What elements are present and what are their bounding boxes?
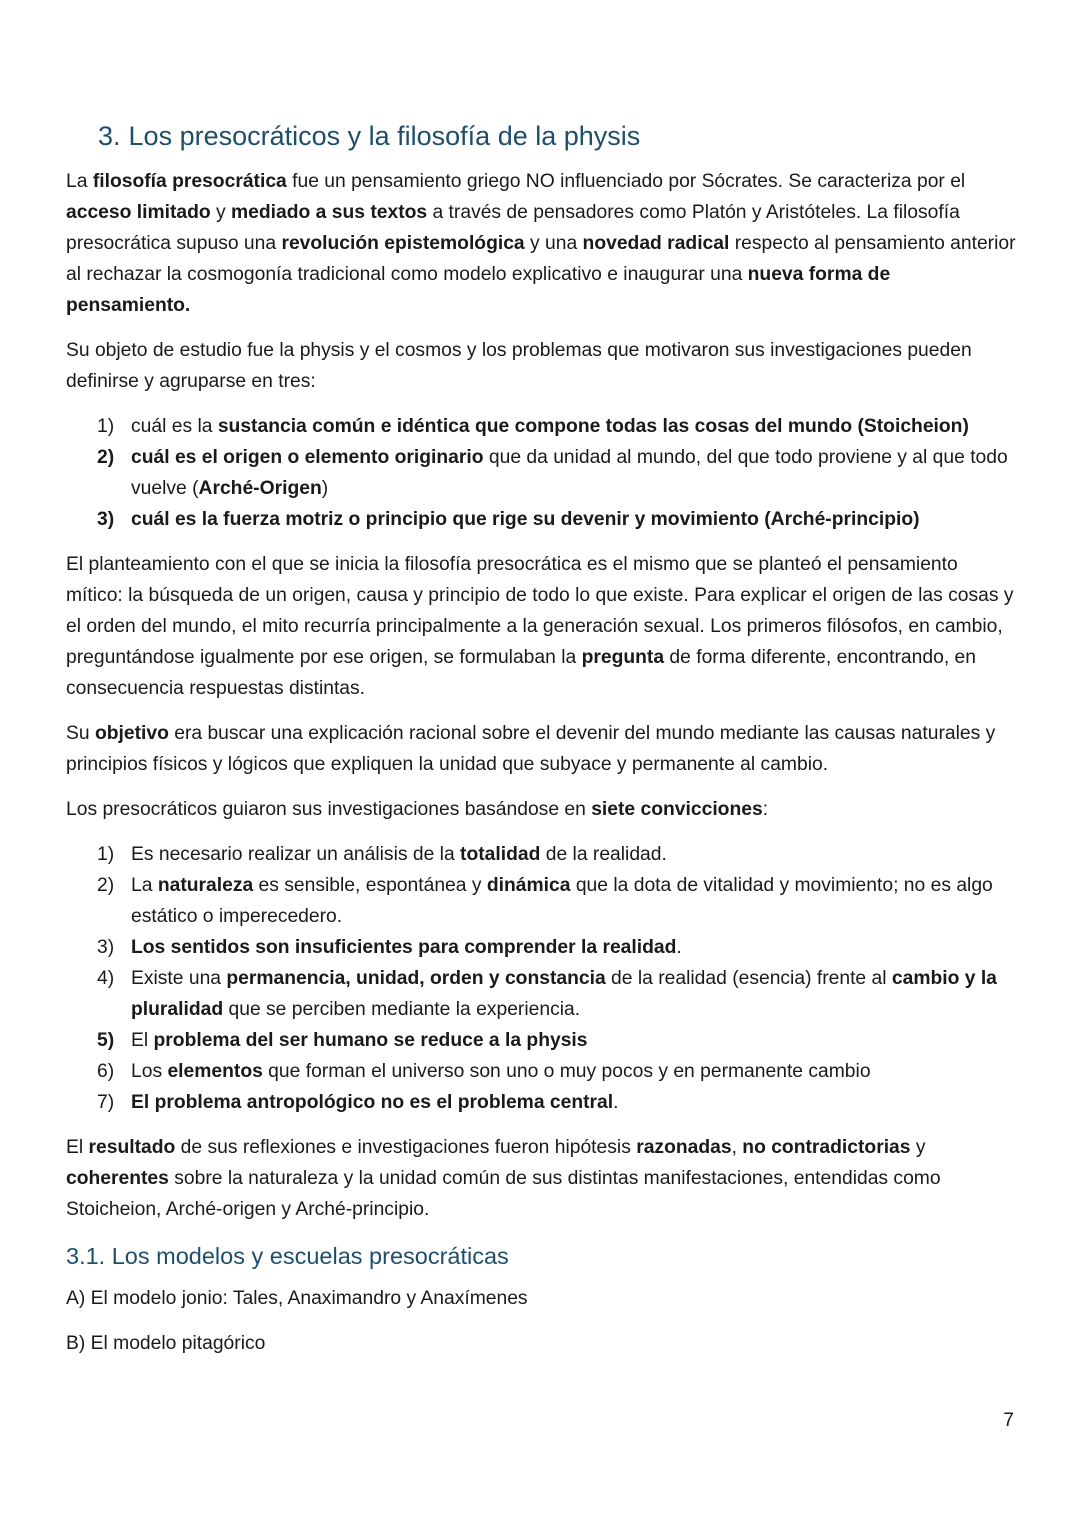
section-number: 3. [98,121,121,151]
section-heading [98,116,1016,156]
list-item: 1) Es necesario realizar un análisis de la totalidad de la realidad. [97,844,667,865]
list-item: 3) Los sentidos son insuficientes para comprender la realidad. [97,937,682,958]
study-object-paragraph: Su objeto de estudio fue la physis y el cosmos y los problemas que motivaron sus investigaciones pueden definirse y agruparse en tres: [66,340,972,392]
convictions-intro-paragraph: Los presocráticos guiaron sus investigaciones basándose en siete convicciones: [66,799,769,820]
list-item: 3) cuál es la fuerza motriz o principio que rige su devenir y movimiento (Arché-principio) [97,509,920,530]
list-item: 2) cuál es el origen o elemento originario que da unidad al mundo, del que todo proviene y al que todo vuelve (Arché-Origen) [97,447,1008,499]
intro-paragraph: La filosofía presocrática fue un pensamiento griego NO influenciado por Sócrates. Se caracteriza por el acceso limitado y mediado a sus textos a través de pensadores como Platón y Aristóteles. La filosofía presocrática supuso una revolución epistemológica y una novedad radical respecto al pensamiento anterior al rechazar la cosmogonía tradicional como modelo explicativo e inaugurar una nueva forma de pensamiento. [66,171,1016,316]
result-paragraph: El resultado de sus reflexiones e investigaciones fueron hipótesis razonadas, no contradictorias y coherentes sobre la naturaleza y la unidad común de sus distintas manifestaciones, entendidas como Stoicheion, Arché-origen y Arché-principio. [66,1137,941,1220]
list-item: 4) Existe una permanencia, unidad, orden y constancia de la realidad (esencia) frente al cambio y la pluralidad que se perciben mediante la experiencia. [97,968,997,1020]
page-number: 7 [1003,1410,1014,1431]
model-b-line: B) El modelo pitagórico [66,1333,266,1354]
list-item: 1) cuál es la sustancia común e idéntica que compone todas las cosas del mundo (Stoicheion) [97,416,969,437]
subsection-heading: 3.1. Los modelos y escuelas presocráticas [66,1243,509,1269]
list-item: 6) Los elementos que forman el universo son uno o muy pocos y en permanente cambio [97,1061,871,1082]
problems-list [66,411,1016,535]
list-item: 2) La naturaleza es sensible, espontánea y dinámica que la dota de vitalidad y movimiento; no es algo estático o imperecedero. [97,875,993,927]
objective-paragraph: Su objetivo era buscar una explicación racional sobre el devenir del mundo mediante las causas naturales y principios físicos y lógicos que expliquen la unidad que subyace y permanente al cambio. [66,723,996,775]
list-item: 5) El problema del ser humano se reduce a la physis [97,1030,588,1051]
section-title: Los presocráticos y la filosofía de la physis [128,121,641,151]
approach-paragraph: El planteamiento con el que se inicia la filosofía presocrática es el mismo que se planteó el pensamiento mítico: la búsqueda de un origen, causa y principio de todo lo que existe. Para explicar el origen de las cosas y el orden del mundo, el mito recurría principalmente a la generación sexual. Los primeros filósofos, en cambio, preguntándose igualmente por ese origen, se formulaban la pregunta de forma diferente, encontrando, en consecuencia respuestas distintas. [66,554,1014,699]
convictions-list [66,839,1016,1118]
model-a-line: A) El modelo jonio: Tales, Anaximandro y Anaxímenes [66,1288,528,1309]
document-page [66,116,1016,1373]
list-item: 7) El problema antropológico no es el problema central. [97,1092,619,1113]
